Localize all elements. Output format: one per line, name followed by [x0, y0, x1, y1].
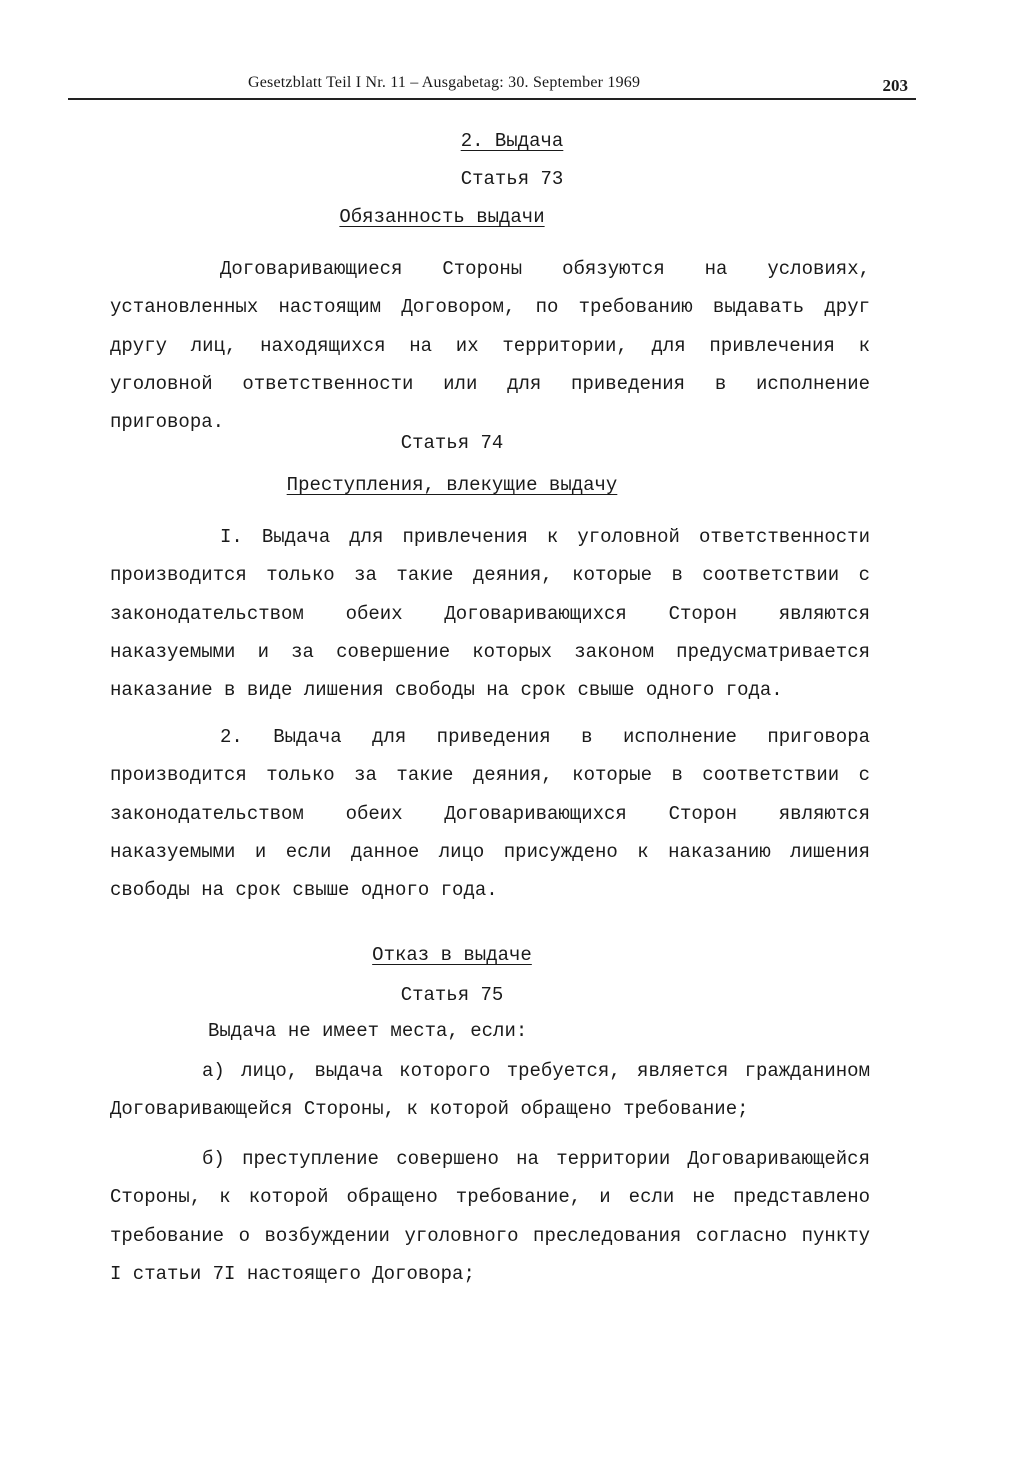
- article-73-label: Статья 73: [460, 168, 564, 190]
- article-73-text: Договаривающиеся Стороны обязуются на условиях, установленных настоящим Договором, по требованию выдавать друг другу лиц, находящихся на их территории, для привлечения к уголовной ответственности или для приведения в исполнение приговора.: [110, 258, 870, 434]
- article-75-label: Статья 75: [400, 984, 504, 1006]
- page-header: [68, 74, 916, 100]
- article-75-item-a: а) лицо, выдача которого требуется, является гражданином Договаривающейся Стороны, к которой обращено требование;: [110, 1060, 870, 1121]
- article-74-label: Статья 74: [400, 432, 504, 454]
- refusal-heading: Отказ в выдаче: [372, 944, 532, 966]
- gazette-title: Gesetzblatt Teil I Nr. 11 – Ausgabetag: 30. September 1969: [248, 74, 641, 91]
- section-heading: 2. Выдача: [460, 130, 564, 152]
- page-number: 203: [882, 76, 908, 95]
- article-74-paragraph-2: 2. Выдача для приведения в исполнение приговора производится только за такие деяния, которые в соответствии с законодательством обеих Договаривающихся Сторон являются наказуемыми и если данное лицо присуждено к наказанию лишения свободы на срок свыше одного года.: [110, 726, 870, 902]
- article-73-title: Обязанность выдачи: [339, 206, 545, 228]
- article-75-intro: Выдача не имеет места, если:: [208, 1020, 528, 1042]
- article-74-paragraph-1: I. Выдача для привлечения к уголовной ответственности производится только за такие деяния, которые в соответствии с законодательством обеих Договаривающихся Сторон являются наказуемыми и за совершение которых законом предусматривается наказание в виде лишения свободы на срок свыше одного года.: [110, 526, 870, 702]
- article-75-item-b: б) преступление совершено на территории Договаривающейся Стороны, к которой обращено требование, и если не представлено требование о возбуждении уголовного преследования согласно пункту I статьи 7I настоящего Договора;: [110, 1148, 870, 1285]
- article-74-title: Преступления, влекущие выдачу: [286, 474, 618, 496]
